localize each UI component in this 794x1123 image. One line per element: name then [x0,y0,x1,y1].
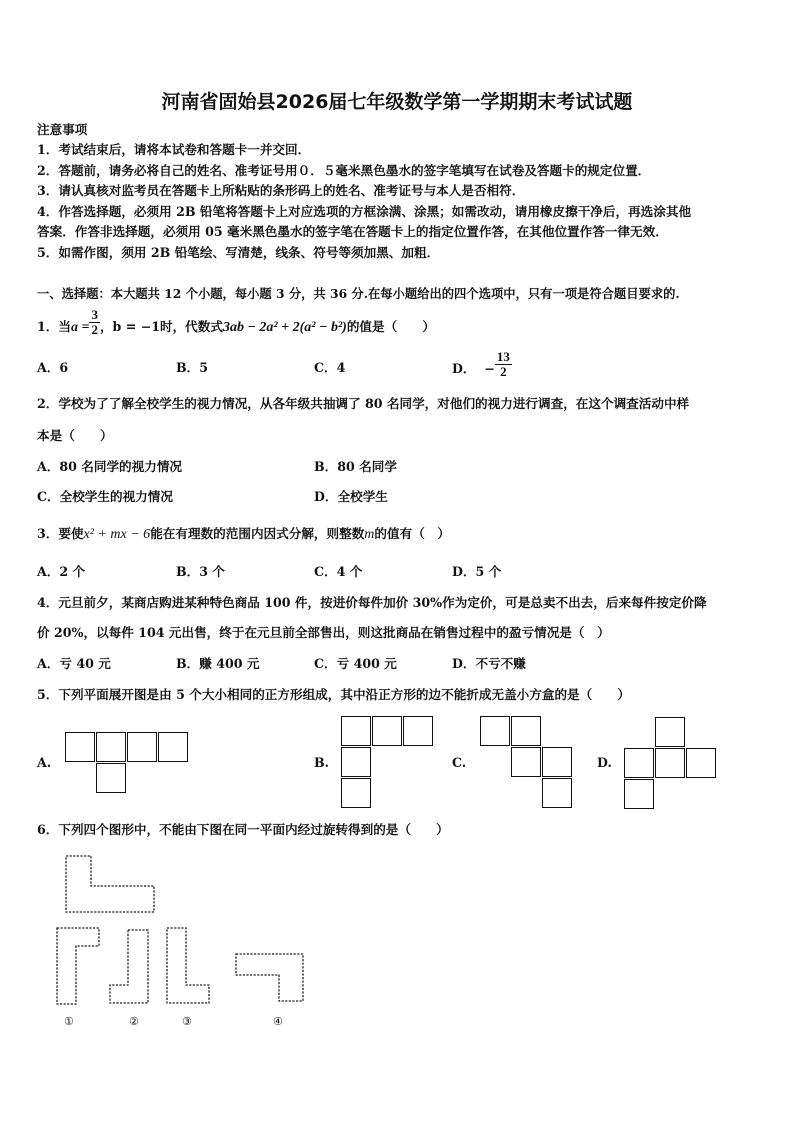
notice-item: 3．请认真核对监考员在答题卡上所粘贴的条形码上的姓名、准考证号与本人是否相符． [37,183,525,198]
q1-expression: 3ab − 2a² + 2(a² − b²) [222,320,347,335]
notice-item: 5．如需作图，须用 2B 铅笔绘、写清楚，线条、符号等须加黑、加粗． [37,245,440,260]
option-c: C．4 个 [314,564,363,579]
option-d: D．不亏不赚 [452,656,526,671]
option-d-label: D． [452,361,476,376]
option-c: C．亏 400 元 [314,656,397,671]
option-d-denominator: 2 [500,364,507,379]
q3-suffix: 的值有（ ） [374,526,450,541]
option-c-label: C. [452,755,467,770]
option-b: B．5 [176,360,209,375]
figure-4-label: ④ [273,1015,283,1028]
q3-prefix: 3．要使 [37,526,84,541]
option-b: B．80 名同学 [314,459,397,474]
option-a: A．2 个 [37,564,86,579]
q1-suffix: 的值是（ ） [346,319,435,334]
question-6-stem: 6．下列四个图形中，不能由下图在同一平面内经过旋转得到的是（ ） [37,822,449,837]
figure-1-shape [57,928,99,1004]
question-4-stem-cont: 价 20%，以每件 104 元出售，终于在元旦前全部售出，则这批商品在销售过程中的盈亏情况是（ ） [37,625,610,640]
q1-a-eq: a = [70,320,90,335]
option-b: B．赚 400 元 [176,656,260,671]
option-a: A．80 名同学的视力情况 [37,459,183,474]
notice-item: 4．作答选择题，必须用 2B 铅笔将答题卡上对应选项的方框涂满、涂黑；如需改动，请用橡皮擦干净后，再选涂其他 [37,204,692,219]
option-d-label: D. [597,755,612,770]
page-title: 河南省固始县2026届七年级数学第一学期期末考试试题 [161,91,633,113]
q1-prefix: 1．当 [37,319,71,334]
figure-2-label: ② [129,1015,139,1028]
figure-3-label: ③ [182,1015,192,1028]
figure-1-label: ① [64,1015,74,1028]
q3-variable: m [364,527,375,542]
section-heading: 一、选择题：本大题共 12 个小题，每小题 3 分，共 36 分.在每小题给出的四个选项中，只有一项是符合题目要求的. [37,286,680,301]
option-c: C．4 [314,360,346,375]
option-d: D．全校学生 [314,489,388,504]
option-c: C．全校学生的视力情况 [37,489,173,504]
option-b-label: B. [314,755,330,770]
notice-heading: 注意事项 [37,122,88,137]
option-a: A．亏 40 元 [37,656,111,671]
notice-item: 答案．作答非选择题，必须用 05 毫米黑色墨水的签字笔在答题卡上的指定位置作答，在其他位置作答一律无效． [37,224,668,239]
figure-2-shape [110,930,148,1003]
figure-3-shape [167,928,209,1003]
reference-l-shape [66,856,154,912]
q3-expression: x² + mx − 6 [83,527,151,542]
q3-mid: 能在有理数的范围内因式分解，则整数 [150,526,365,541]
figure-4-shape [236,954,303,1001]
option-a: A．6 [37,360,69,375]
option-d-sign: − [484,361,495,376]
notice-item: 2．答题前，请务必将自己的姓名、准考证号用０．５毫米黑色墨水的签字笔填写在试卷及答题卡的规定位置． [37,163,651,178]
q1-a-numerator: 3 [91,307,98,322]
q1-a-denominator: 2 [91,322,98,337]
option-b: B．3 个 [176,564,225,579]
q1-b-eq: ，b = −1时，代数式 [99,319,223,334]
question-2-stem-cont: 本是（ ） [37,428,113,443]
question-5-stem: 5．下列平面展开图是由 5 个大小相同的正方形组成，其中沿正方形的边不能折成无盖小方盒的是（ ） [37,687,631,702]
option-d-numerator: 13 [496,349,510,364]
question-4-stem: 4．元旦前夕，某商店购进某种特色商品 100 件，按进价每件加价 30%作为定价，可是总卖不出去，后来每件按定价降 [37,595,707,610]
option-d: D．5 个 [452,564,502,579]
option-a-label: A. [37,755,52,770]
question-2-stem: 2．学校为了了解全校学生的视力情况，从各年级共抽调了 80 名同学，对他们的视力进行调查，在这个调查活动中样 [37,396,690,411]
notice-item: 1．考试结束后，请将本试卷和答题卡一并交回． [37,142,311,157]
